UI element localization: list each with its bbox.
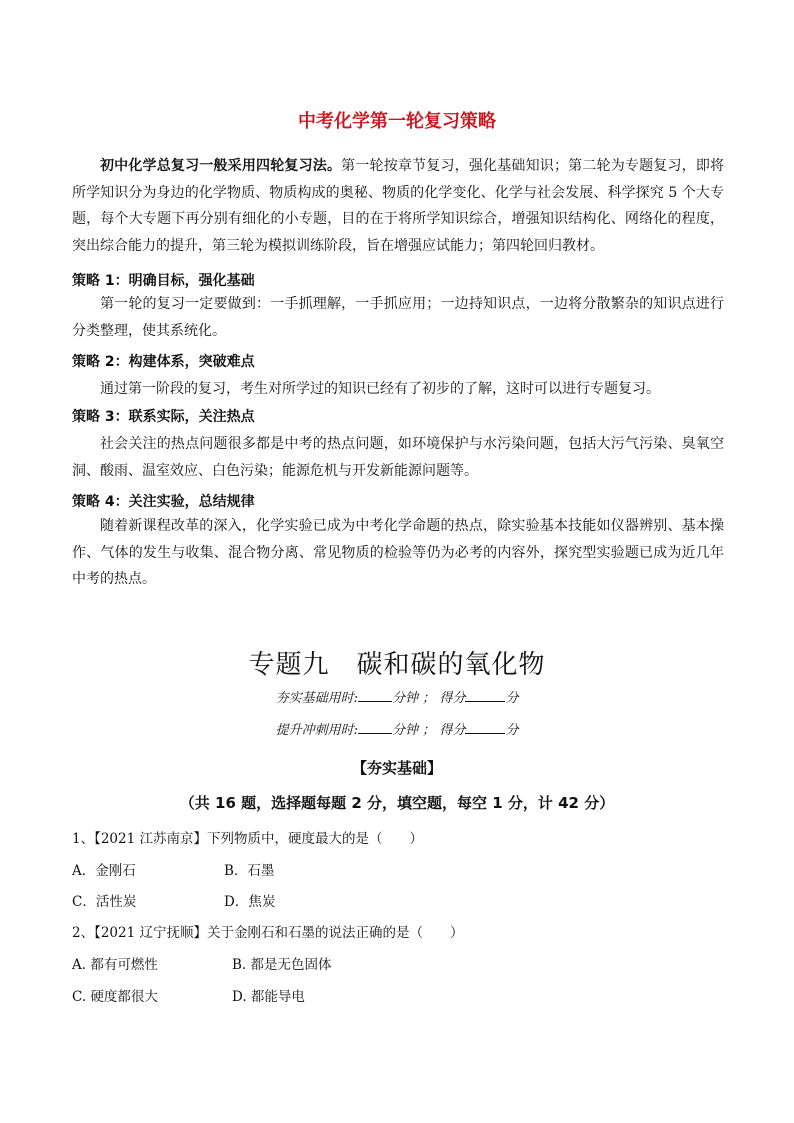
separator: ； [422, 691, 436, 706]
score-label: 得分 [439, 691, 466, 706]
time-label: 夯实基础用时: [275, 691, 359, 706]
strategy-3-heading: 策略 3：联系实际，关注热点 [72, 409, 255, 425]
question-stem: 关于金刚石和石墨的说法正确的是（ ） [207, 925, 464, 941]
minute-unit: 分钟 [392, 691, 419, 706]
intro-text: 第一轮按章节复习，强化基础知识；第二轮为专题复习，即将所学知识分为身边的化学物质、物质构成的奥秘、物质的化学变化、化学与社会发展、科学探究 5 个大专题，每个大专题下再分别有细化的小专题，目的在于将所学知识综合，增强知识结构化、网络化的程度，突出综合能力的提升，第三轮为模拟训练阶段，旨在增强应试能力；第四轮回归教材。 [72, 158, 725, 254]
question-2 [72, 921, 464, 941]
topic-title: 专题九 碳和碳的氧化物 [248, 650, 546, 680]
time-row-sprint [0, 719, 794, 738]
minute-unit: 分钟 [392, 723, 419, 738]
q1-option-a[interactable]: A．金刚石 [72, 863, 136, 879]
q1-option-d[interactable]: D．焦炭 [224, 894, 276, 910]
question-source: 【2021 江苏南京】 [94, 831, 207, 847]
question-number: 1、 [72, 831, 95, 847]
q1-option-b[interactable]: B．石墨 [224, 863, 275, 879]
strategy-2-heading: 策略 2：构建体系，突破难点 [72, 354, 255, 370]
q1-option-c[interactable]: C．活性炭 [72, 894, 137, 910]
time-row-foundation [0, 687, 794, 706]
strategy-4-text: 随着新课程改革的深入，化学实验已成为中考化学命题的热点，除实验基本技能如仪器辨别、基本操作、气体的发生与收集、混合物分离、常见物质的检验等仍为必考的内容外，探究型实验题已成为近几年中考的热点。 [72, 518, 724, 587]
strategy-2-text: 通过第一阶段的复习，考生对所学过的知识已经有了初步的了解，这时可以进行专题复习。 [100, 381, 660, 397]
document-title: 中考化学第一轮复习策略 [298, 111, 496, 132]
strategy-1-heading: 策略 1：明确目标，强化基础 [72, 273, 255, 289]
question-source: 【2021 辽宁抚顺】 [94, 925, 207, 941]
time-label: 提升冲刺用时: [275, 723, 359, 738]
separator: ； [422, 723, 436, 738]
score-unit: 分 [505, 691, 519, 706]
score-unit: 分 [505, 723, 519, 738]
section-note: （共 16 题，选择题每题 2 分，填空题，每空 1 分，计 42 分） [179, 794, 615, 812]
minutes-blank[interactable] [358, 689, 392, 702]
question-stem: 下列物质中，硬度最大的是（ ） [207, 831, 423, 847]
minutes-blank[interactable] [358, 721, 392, 734]
strategy-1-text: 第一轮的复习一定要做到：一手抓理解，一手抓应用；一边持知识点，一边将分散繁杂的知识点进行分类整理，使其系统化。 [72, 296, 724, 339]
score-blank[interactable] [465, 689, 505, 702]
intro-lead: 初中化学总复习一般采用四轮复习法。 [100, 158, 342, 174]
section-heading: 【夯实基础】 [351, 759, 442, 777]
strategy-3-text: 社会关注的热点问题很多都是中考的热点问题，如环境保护与水污染问题，包括大污气污染、臭氧空洞、酸雨、温室效应、白色污染；能源危机与开发新能源问题等。 [72, 436, 724, 479]
q2-option-b[interactable]: B. 都是无色固体 [232, 957, 332, 973]
q2-option-d[interactable]: D. 都能导电 [232, 989, 305, 1005]
strategy-4-heading: 策略 4：关注实验，总结规律 [72, 494, 255, 510]
question-number: 2、 [72, 925, 95, 941]
intro-paragraph [72, 153, 724, 259]
q2-option-c[interactable]: C. 硬度都很大 [72, 989, 158, 1005]
question-1 [72, 827, 423, 847]
score-blank[interactable] [465, 721, 505, 734]
score-label: 得分 [439, 723, 466, 738]
q2-option-a[interactable]: A. 都有可燃性 [72, 957, 158, 973]
